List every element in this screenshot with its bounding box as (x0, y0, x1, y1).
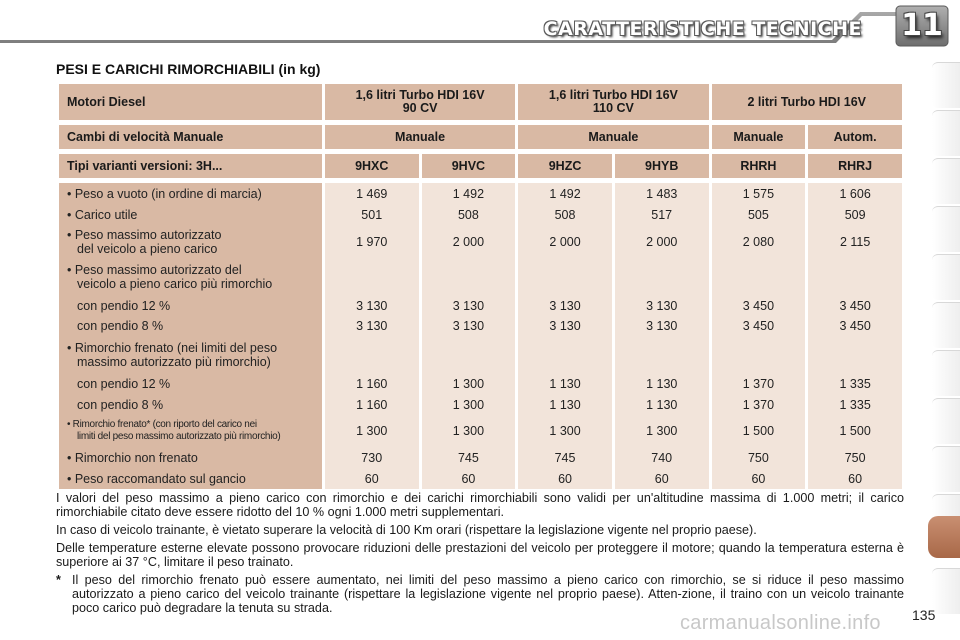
chapter-tab[interactable] (932, 350, 960, 396)
table-row (59, 204, 902, 225)
value-cell: 1 606 (808, 183, 902, 204)
value-cell: 1 130 (615, 373, 709, 394)
value-cell: 745 (422, 447, 516, 468)
row-label-text: • Rimorchio frenato (nei limiti del peso (67, 340, 278, 355)
row-label-text: • Rimorchio non frenato (67, 450, 198, 465)
variant-row (59, 154, 902, 178)
gearbox-cell: Manuale (712, 125, 806, 149)
value-cell: 2 000 (518, 225, 612, 258)
weights-table (56, 84, 905, 489)
table-row (59, 447, 902, 468)
value-cell: 1 970 (325, 225, 419, 258)
value-cell: 505 (712, 204, 806, 225)
value-cell: 1 370 (712, 394, 806, 415)
gearbox-row (59, 125, 902, 149)
value-cell (325, 336, 419, 373)
row-label (59, 316, 322, 336)
row-label-text: con pendio 12 % (77, 376, 171, 391)
value-cell: 1 575 (712, 183, 806, 204)
row-label-subtext: massimo autorizzato più rimorchio) (77, 354, 271, 369)
value-cell: 3 130 (518, 316, 612, 336)
table-row (59, 336, 902, 373)
value-cell (615, 336, 709, 373)
row-label-text: con pendio 12 % (77, 299, 171, 313)
value-cell: 60 (712, 468, 806, 489)
value-cell: 2 080 (712, 225, 806, 258)
engine-group-cell: 2 litri Turbo HDI 16V (712, 84, 902, 120)
watermark: carmanualsonline.info (680, 612, 881, 634)
row-label (59, 204, 322, 225)
value-cell: 1 130 (518, 373, 612, 394)
footnote-mark: * (56, 573, 61, 587)
value-cell: 60 (808, 468, 902, 489)
value-cell (518, 336, 612, 373)
row-label (59, 336, 322, 373)
row-label-subtext: del veicolo a pieno carico (77, 241, 218, 256)
value-cell: 730 (325, 447, 419, 468)
value-cell (712, 336, 806, 373)
table-row (59, 225, 902, 258)
value-cell (422, 258, 516, 296)
value-cell: 740 (615, 447, 709, 468)
chapter-tab[interactable] (932, 302, 960, 348)
row-label-text: con pendio 8 % (77, 397, 164, 412)
value-cell: 501 (325, 204, 419, 225)
table-row (59, 296, 902, 316)
value-cell: 1 300 (518, 415, 612, 447)
row-label-text: • Rimorchio frenato* (con riporto del carico nei (67, 419, 257, 430)
value-cell: 1 160 (325, 373, 419, 394)
value-cell (422, 336, 516, 373)
chapter-tab[interactable] (932, 254, 960, 300)
table-row (59, 468, 902, 489)
value-cell: 60 (422, 468, 516, 489)
value-cell: 1 300 (422, 394, 516, 415)
variant-cell: 9HXC (325, 154, 419, 178)
value-cell: 517 (615, 204, 709, 225)
row-label-text: • Peso massimo autorizzato del (67, 263, 242, 277)
value-cell: 3 130 (422, 316, 516, 336)
row-label-text: • Peso raccomandato sul gancio (67, 471, 246, 486)
value-cell (518, 258, 612, 296)
value-cell: 3 450 (712, 296, 806, 316)
section-title: PESI E CARICHI RIMORCHIABILI (in kg) (56, 61, 321, 77)
chapter-tab[interactable] (932, 398, 960, 444)
chapter-tab[interactable] (932, 206, 960, 252)
value-cell (615, 258, 709, 296)
row-label (59, 296, 322, 316)
value-cell (808, 258, 902, 296)
chapter-title: CARATTERISTICHE TECNICHE (543, 18, 862, 40)
row-label (59, 468, 322, 489)
value-cell: 2 115 (808, 225, 902, 258)
chapter-tab[interactable] (932, 446, 960, 492)
row-label-text: • Peso a vuoto (in ordine di marcia) (67, 186, 262, 201)
value-cell: 1 469 (325, 183, 419, 204)
row-label (59, 258, 322, 296)
value-cell: 1 500 (808, 415, 902, 447)
row-label (59, 447, 322, 468)
value-cell (712, 258, 806, 296)
value-cell: 2 000 (615, 225, 709, 258)
value-cell: 750 (712, 447, 806, 468)
row-label-subtext: veicolo a pieno carico più rimorchio (77, 277, 273, 291)
value-cell: 3 130 (518, 296, 612, 316)
value-cell: 745 (518, 447, 612, 468)
value-cell: 1 300 (422, 415, 516, 447)
note-temperature: Delle temperature esterne elevate possono provocare riduzioni delle prestazioni del veicolo per proteggere il motore; quando la temperatura esterna è superiore ai 37 °C, limitare il peso trainato. (56, 541, 904, 569)
engine-group-cell: 1,6 litri Turbo HDI 16V 110 CV (518, 84, 708, 120)
value-cell: 1 492 (518, 183, 612, 204)
gearbox-cell: Autom. (808, 125, 902, 149)
gearbox-cell: Manuale (518, 125, 708, 149)
table-row (59, 183, 902, 204)
chapter-tab[interactable] (932, 158, 960, 204)
chapter-tab-active[interactable] (928, 516, 960, 558)
row-label (59, 373, 322, 394)
value-cell: 60 (518, 468, 612, 489)
chapter-tab[interactable] (932, 62, 960, 108)
row-label-text: • Carico utile (67, 207, 138, 222)
value-cell: 1 370 (712, 373, 806, 394)
value-cell: 2 000 (422, 225, 516, 258)
gearbox-row-label: Cambi di velocità Manuale (59, 125, 322, 149)
variant-cell: 9HVC (422, 154, 516, 178)
note-altitude: I valori del peso massimo a pieno carico con rimorchio e dei carichi rimorchiabili sono validi per un'altitudine massima di 1.000 metri; il carico rimorchiabile citato deve essere ridotto del 10 % ogni 1.000 metri supplementari. (56, 491, 904, 519)
notes (56, 491, 904, 615)
table-row (59, 373, 902, 394)
table-row (59, 258, 902, 296)
table-row (59, 394, 902, 415)
value-cell (325, 258, 419, 296)
row-label (59, 415, 322, 447)
gearbox-cell: Manuale (325, 125, 515, 149)
chapter-tab[interactable] (932, 568, 960, 614)
chapter-number: 11 (901, 8, 943, 43)
value-cell: 3 130 (615, 296, 709, 316)
row-label (59, 394, 322, 415)
variant-cell: 9HZC (518, 154, 612, 178)
engine-row (59, 84, 902, 120)
note-speed: In caso di veicolo trainante, è vietato superare la velocità di 100 Km orari (rispettare la legislazione vigente nel proprio paese). (56, 523, 757, 537)
value-cell: 60 (615, 468, 709, 489)
value-cell: 1 335 (808, 394, 902, 415)
engine-group-cell: 1,6 litri Turbo HDI 16V 90 CV (325, 84, 515, 120)
value-cell: 1 130 (518, 394, 612, 415)
value-cell: 1 300 (422, 373, 516, 394)
value-cell: 508 (518, 204, 612, 225)
value-cell: 509 (808, 204, 902, 225)
table-body (59, 183, 902, 489)
value-cell: 3 450 (808, 316, 902, 336)
table-row (59, 316, 902, 336)
value-cell: 750 (808, 447, 902, 468)
value-cell: 3 130 (615, 316, 709, 336)
header-band (0, 0, 960, 48)
variant-cell: RHRJ (808, 154, 902, 178)
row-label-subtext: limiti del peso massimo autorizzato più rimorchio) (77, 431, 281, 442)
footnote (56, 573, 904, 615)
row-label-text: • Peso massimo autorizzato (67, 227, 222, 242)
chapter-tab[interactable] (932, 110, 960, 156)
value-cell: 1 300 (615, 415, 709, 447)
value-cell: 3 450 (808, 296, 902, 316)
row-label (59, 183, 322, 204)
variant-row-label: Tipi varianti versioni: 3H... (59, 154, 322, 178)
value-cell: 1 483 (615, 183, 709, 204)
page-number: 135 (912, 607, 936, 623)
value-cell: 508 (422, 204, 516, 225)
row-label (59, 225, 322, 258)
value-cell: 1 500 (712, 415, 806, 447)
value-cell: 1 130 (615, 394, 709, 415)
value-cell: 60 (325, 468, 419, 489)
value-cell: 3 130 (325, 296, 419, 316)
variant-cell: RHRH (712, 154, 806, 178)
variant-cell: 9HYB (615, 154, 709, 178)
value-cell: 3 130 (422, 296, 516, 316)
engine-row-label: Motori Diesel (59, 84, 322, 120)
table-row (59, 415, 902, 447)
footnote-text: Il peso del rimorchio frenato può essere aumentato, nei limiti del peso massimo a pieno carico con rimorchio, se si riduce il peso massimo autorizzato a pieno carico del veicolo trainante (rispettare la legislazione vigente nel proprio paese). Atten-zione, il traino con un veicolo trainante poco carico può degradare la tenuta su strada. (72, 573, 904, 615)
value-cell: 1 492 (422, 183, 516, 204)
value-cell: 3 450 (712, 316, 806, 336)
value-cell: 1 335 (808, 373, 902, 394)
value-cell: 1 300 (325, 415, 419, 447)
row-label-text: con pendio 8 % (77, 319, 164, 333)
value-cell: 1 160 (325, 394, 419, 415)
value-cell (808, 336, 902, 373)
value-cell: 3 130 (325, 316, 419, 336)
